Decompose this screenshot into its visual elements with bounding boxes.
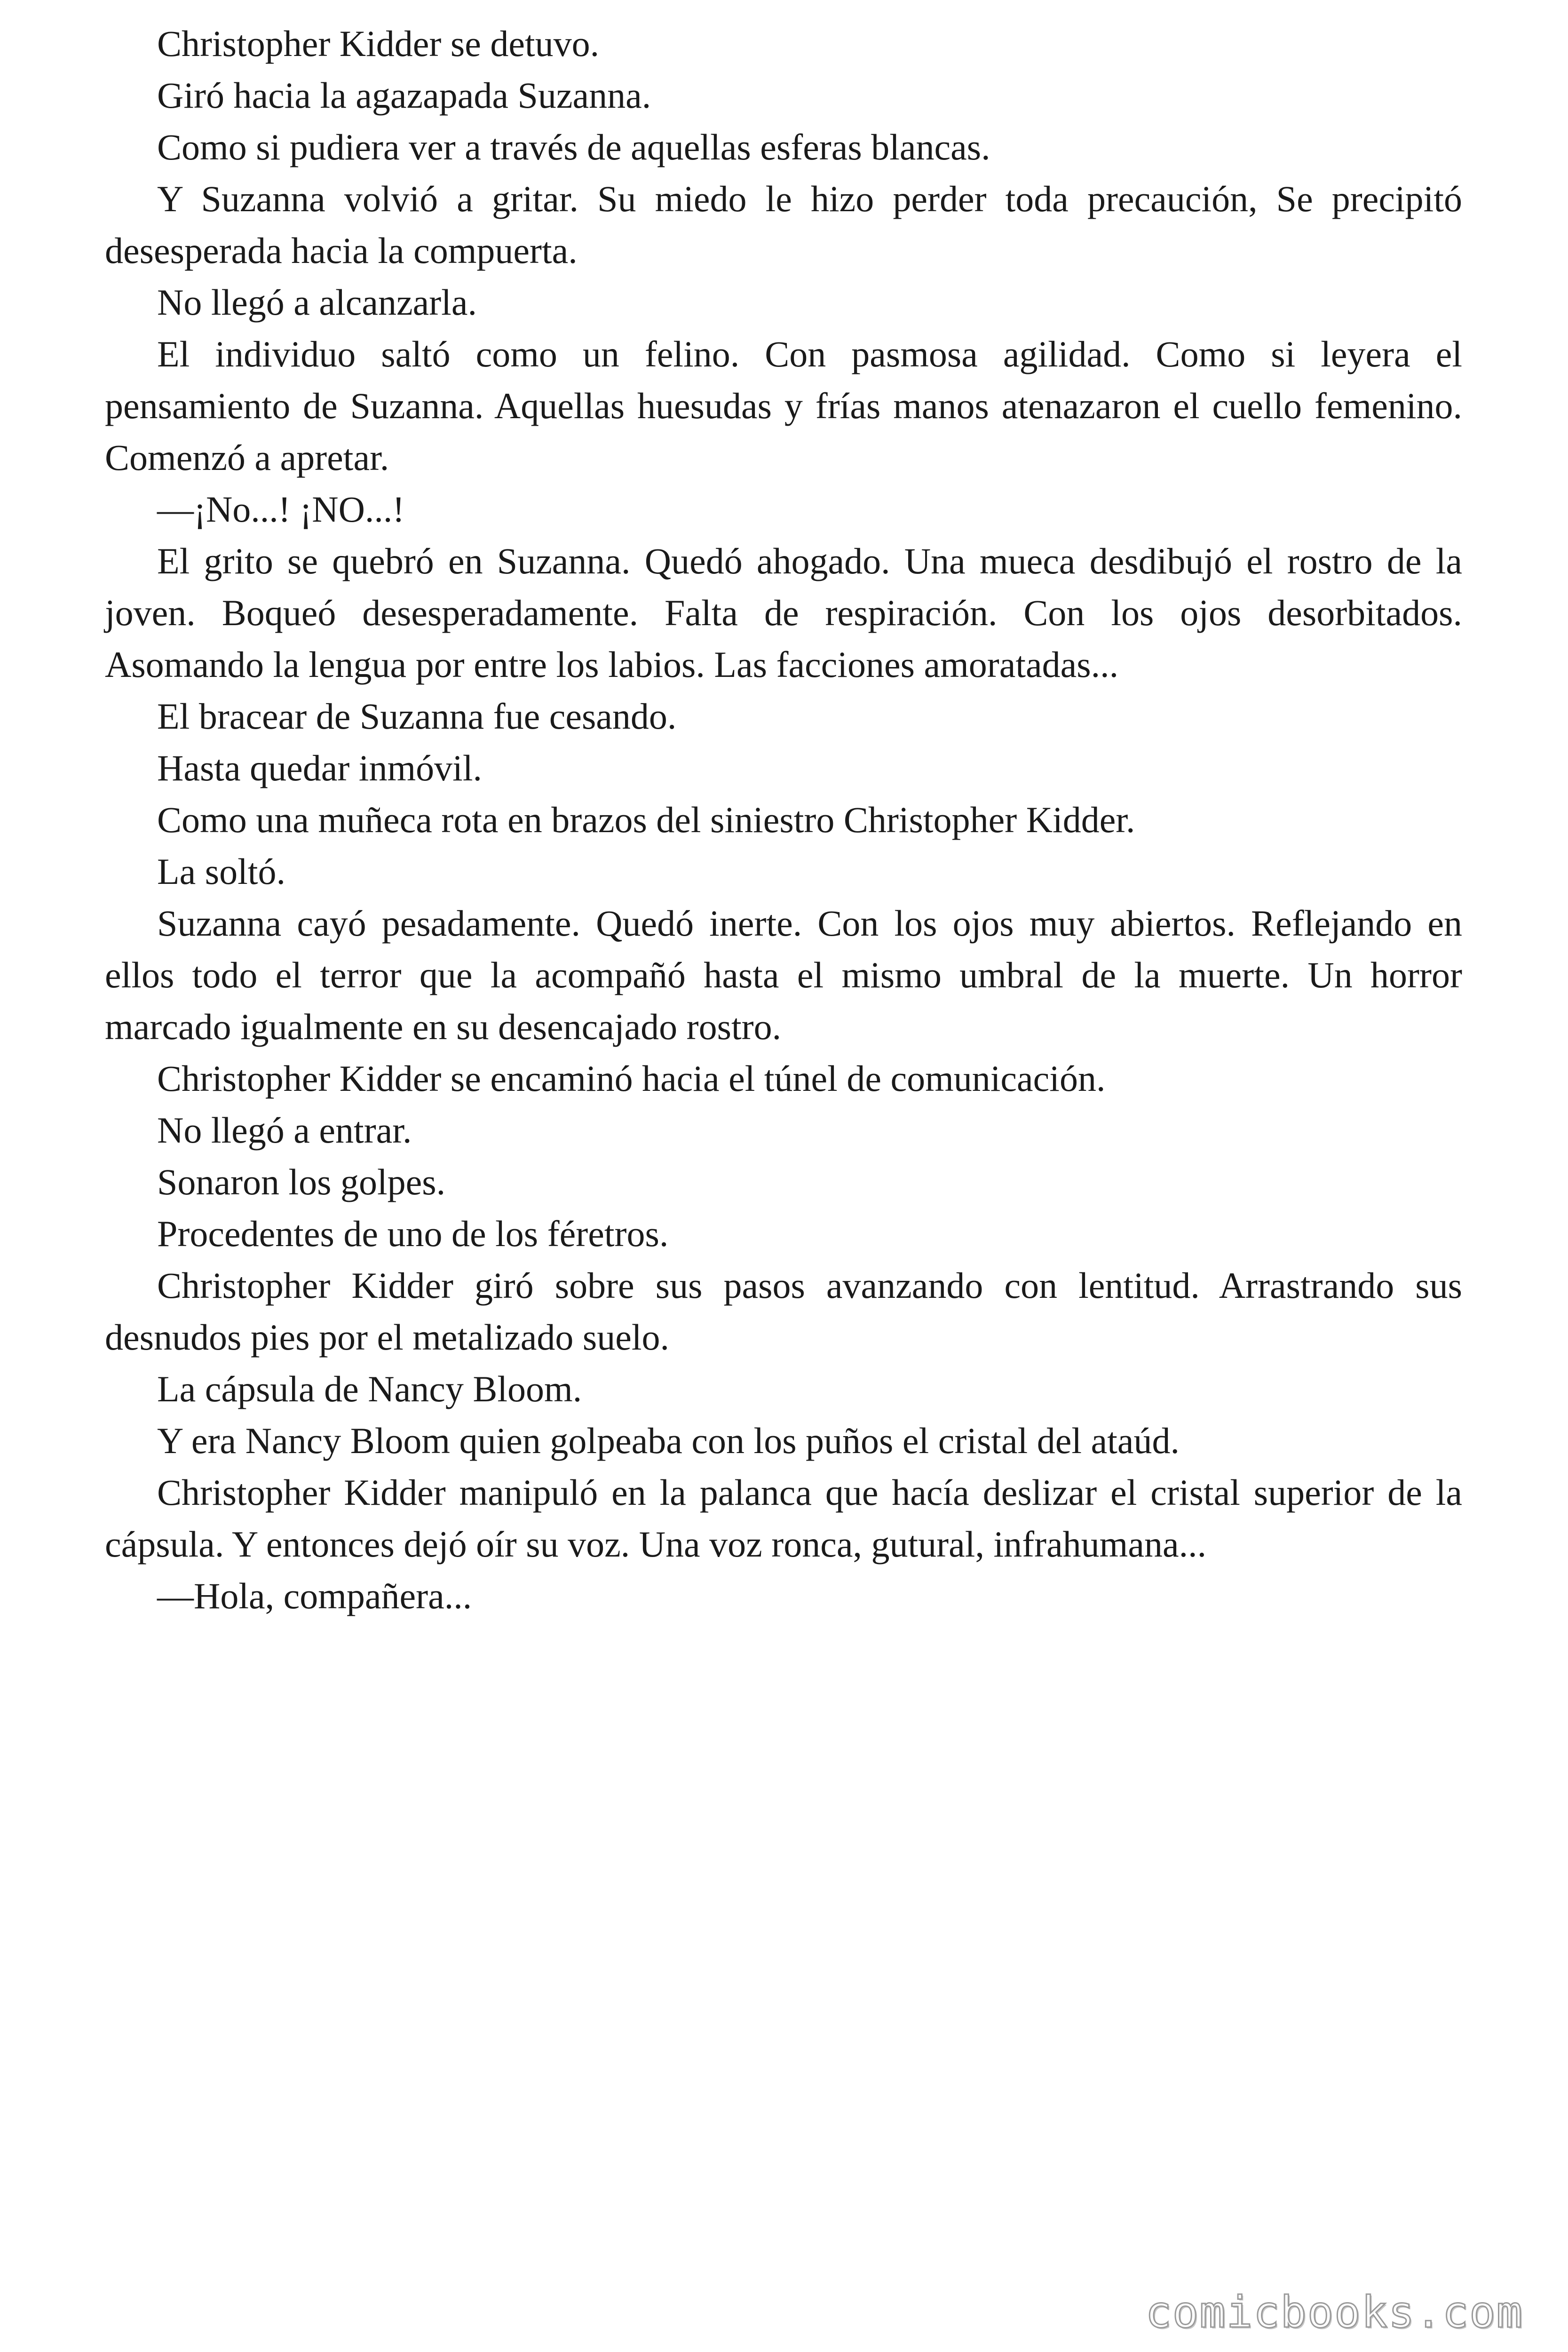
paragraph: Christopher Kidder giró sobre sus pasos avanzando con lentitud. Arrastrando sus desnudos pies por el metalizado suelo. [105,1265,1462,1358]
page-text [105,18,1462,1622]
paragraph: No llegó a alcanzarla. [157,282,477,323]
paragraph: La soltó. [157,851,285,892]
paragraph: Christopher Kidder manipuló en la palanca que hacía deslizar el cristal superior de la cápsula. Y entonces dejó oír su voz. Una voz ronca, gutural, infrahumana... [105,1472,1462,1565]
paragraph: Y era Nancy Bloom quien golpeaba con los puños el cristal del ataúd. [157,1420,1180,1461]
paragraph: No llegó a entrar. [157,1110,412,1151]
paragraph: Procedentes de uno de los féretros. [157,1213,669,1254]
paragraph: Giró hacia la agazapada Suzanna. [157,75,651,116]
paragraph: Hasta quedar inmóvil. [157,747,482,788]
watermark-logo: comicbooks.com [1145,2287,1523,2337]
paragraph: La cápsula de Nancy Bloom. [157,1368,582,1409]
paragraph: —Hola, compañera... [157,1575,472,1616]
paragraph: Y Suzanna volvió a gritar. Su miedo le hizo perder toda precaución, Se precipitó desesperada hacia la compuerta. [105,178,1462,271]
paragraph: El grito se quebró en Suzanna. Quedó ahogado. Una mueca desdibujó el rostro de la joven. Boqueó desesperadamente. Falta de respiración. Con los ojos desorbitados. Asomando la lengua por entre los labios. Las facciones amoratadas... [105,540,1462,685]
paragraph: Suzanna cayó pesadamente. Quedó inerte. Con los ojos muy abiertos. Reflejando en ellos todo el terror que la acompañó hasta el mismo umbral de la muerte. Un horror marcado igualmente en su desencajado rostro. [105,903,1462,1047]
paragraph: Christopher Kidder se encaminó hacia el túnel de comunicación. [157,1058,1106,1099]
paragraph: Como si pudiera ver a través de aquellas esferas blancas. [157,127,990,167]
paragraph: Sonaron los golpes. [157,1161,446,1202]
paragraph: El bracear de Suzanna fue cesando. [157,696,677,737]
paragraph: Como una muñeca rota en brazos del siniestro Christopher Kidder. [157,799,1135,840]
paragraph: —¡No...! ¡NO...! [157,489,405,530]
paragraph: El individuo saltó como un felino. Con pasmosa agilidad. Como si leyera el pensamiento de Suzanna. Aquellas huesudas y frías manos atenazaron el cuello femenino. Comenzó a apretar. [105,334,1462,478]
paragraph: Christopher Kidder se detuvo. [157,23,600,64]
